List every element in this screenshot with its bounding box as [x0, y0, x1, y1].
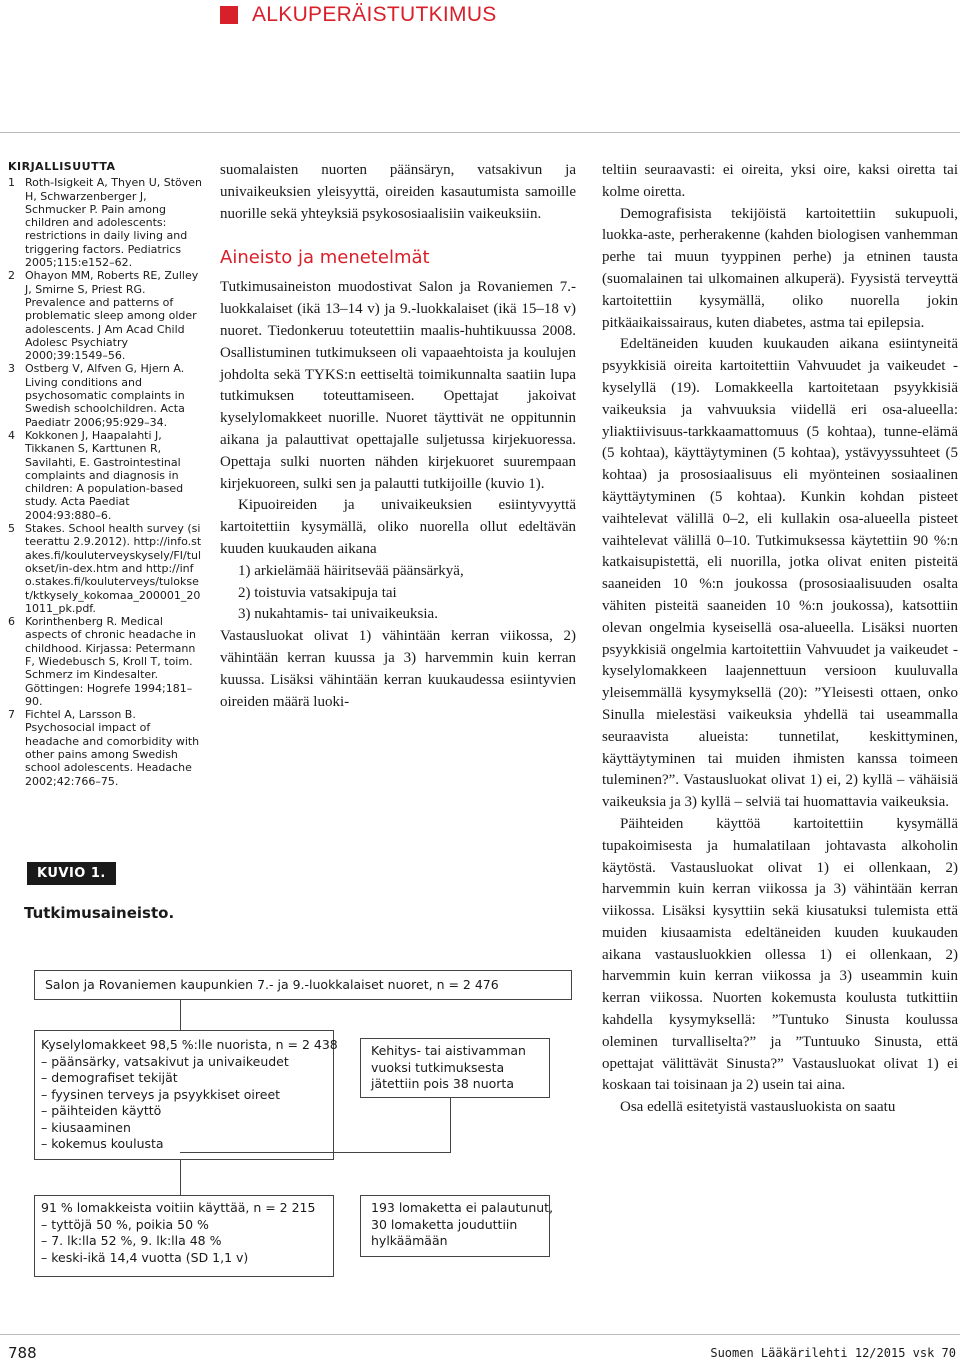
reference-item: 2 Ohayon MM, Roberts RE, Zulley J, Smirne S, Priest RG. Prevalence and patterns of problematic sleep among older adolescents. J Am Acad Child Adolesc Psychiatry 2000;39:1549–56.: [8, 269, 199, 363]
flowchart: [20, 920, 590, 1310]
top-divider: [0, 132, 960, 133]
paragraph: Edeltäneiden kuuden kuukauden aikana esiintyneitä psyykkisiä oireita kartoitettiin Vahvuudet ja vaikeudet -kyselyllä (19). Lomakkeella kartoitetaan psyykkisiä vaikeuksia ja vahvuuksia viidellä eri osa-alueella: yliaktiivisuus-tarkkaamattomuus (5 kohtaa), tunne-elämä (5 kohtaa), käyttäytyminen (5 kohtaa), ystävyyssuhteet (5 kohtaa) ja prososiaalisuus eli myönteinen sosiaalinen käyttäytyminen (5 kohtaa). Kunkin kohdan pisteet vaihtelevat välillä 0–2, eli kullakin osa-alueella pisteet vaihtelevat välillä 0–10. Tutkimuksessa käytettiin 90 %:n katkaisupistettä, eli nuorilla, jotka olivat eniten pisteitä saaneiden 10 %:n joukossa (prososiaalisuuden osalta vähiten pisteitä saaneiden 10 %:n joukossa), katsottiin olevan ongelmia kyseisellä osa-alueella. Lisäksi nuorten psyykkisiä ongelmia kartoitettiin Vahvuudet ja vaikeudet -kyselylomakkeen laajennettuun versioon kuuluvalla yleisemmällä kysymyksellä (20): ”Yleisesti ottaen, onko Sinulla mielestäsi vaikeuksia yhdellä tai useammalla seuraavista alueista: tunnetilat, keskittyminen, käyttäytyminen tai muiden ihmisten kanssa toimeen tuleminen?”. Vastausluokat olivat 1) ei, 2) kyllä – vähäisiä vaikeuksia ja 3) kyllä – selviä tai huomattavia vaikeuksia.: [602, 336, 958, 811]
reference-item: 7 Fichtel A, Larsson B. Psychosocial impact of headache and comorbidity with other pains among Swedish school adolescents. Headache 2002;42:766–75.: [8, 708, 200, 788]
paragraph: suomalaisten nuorten päänsäryn, vatsakivun ja univaikeuksien yleisyyttä, oireiden kasautumista samoille nuorille sekä yhteyksiä psykososiaalisiin vaikeuksiin.: [220, 162, 576, 222]
reference-item: 6 Korinthenberg R. Medical aspects of chronic headache in childhood. Kirjassa: Petermann F, Wiedebusch S, Kroll T, toim. Schmerz im Kindesalter. Göttingen: Hogrefe 1994;181–90.: [8, 615, 197, 708]
flow-node-usable: 91 % lomakkeista voitiin käyttää, n = 2 215 – tyttöjä 50 %, poikia 50 % – 7. lk:lla 52 %, 9. lk:lla 48 % – keski-ikä 14,4 vuotta (SD 1,1 v): [34, 1195, 334, 1277]
section-square-icon: [220, 6, 238, 24]
reference-item: 3 Ostberg V, Alfven G, Hjern A. Living conditions and psychosomatic complaints in Swedish schoolchildren. Acta Paediatr 2006;95:929–34.: [8, 362, 185, 429]
paragraph: Päihteiden käyttöä kartoitettiin kysymällä tupakoimisesta ja humalatilaan johtavasta alkoholin käytöstä. Vastausluokat olivat 1) ei ollenkaan, 2) harvemmin kuin kerran viikossa ja 3) vähintään kerran viikossa. Lisäksi kysyttiin sekä kiusatuksi tulemista että muiden kiusaamista edeltäneiden kuuden kuukauden aikana vastausluokkien ollessa 1) ei ollenkaan, 2) harvemmin kuin kerran viikossa ja 3) useammin kuin kerran viikossa. Nuorten kokemusta koulusta tutkittiin kahdella kysymyksellä: ”Tuntuko Sinusta koulussa oleminen turvalliselta?” ja ”Tuntuuko Sinusta, että opettajat välittävät Sinusta?” Vastausluokat olivat 1) ei koskaan tai toisinaan ja 2) usein tai aina.: [602, 815, 958, 1094]
paragraph: Vastausluokat olivat 1) vähintään kerran viikossa, 2) vähintään kerran kuussa ja 3) harvemmin kuin kerran kuussa. Lisäksi vähintään kerran kuukaudessa esiintyvien oireiden määrä luoki-: [220, 628, 576, 710]
section-heading: Aineisto ja menetelmät: [220, 247, 430, 269]
flow-connector: [180, 1160, 181, 1195]
figure-title: Tutkimusaineisto.: [24, 904, 175, 922]
paragraph: Demografisista tekijöistä kartoitettiin sukupuoli, luokka-aste, perherakenne (kahden biologisen vanhemman perhe tai muun tyyppinen perhe) ja etninen tausta (suomalainen tai ulkomainen alkuperä). Fyysistä terveyttä kartoitettiin kysymällä, oliko nuorella jokin pitkäaikaissairaus, kuten diabetes, astma tai epilepsia.: [602, 205, 958, 331]
journal-info: Suomen Lääkärilehti 12/2015 vsk 70: [710, 1346, 956, 1360]
paragraph: Kipuoireiden ja univaikeuksien esiintyvyyttä kartoitettiin kysymällä, oliko nuorella ollut edeltävän kuuden kuukauden aikana: [220, 497, 576, 557]
body-column-2: [220, 160, 576, 713]
flow-connector: [450, 1098, 451, 1152]
references-title: KIRJALLISUUTTA: [8, 160, 116, 173]
section-label: ALKUPERÄISTUTKIMUS: [252, 3, 497, 26]
figure-label: KUVIO 1.: [27, 862, 116, 885]
list-item: 2) toistuvia vatsakipuja tai: [238, 584, 397, 601]
flow-node-excluded: Kehitys- tai aistivamman vuoksi tutkimuksesta jätettiin pois 38 nuorta: [360, 1038, 550, 1098]
references: [8, 160, 203, 788]
flow-node-questionnaires: Kyselylomakkeet 98,5 %:lle nuorista, n = 2 438 – päänsärky, vatsakivut ja univaikeudet – demografiset tekijät – fyysinen terveys ja psyykkiset oireet – päihteiden käyttö – kiusaaminen – kokemus koulusta: [34, 1030, 334, 1160]
footer-divider: [0, 1334, 960, 1335]
reference-item: 1 Roth-Isigkeit A, Thyen U, Stöven H, Schwarzenberger J, Schmucker P. Pain among children and adolescents: restrictions in daily living and triggering factors. Pediatrics 2005;115:e152–62.: [8, 176, 203, 270]
paragraph: teltiin seuraavasti: ei oireita, yksi oire, kaksi oiretta tai kolme oiretta.: [602, 162, 958, 200]
flow-connector: [180, 1152, 451, 1153]
body-column-3: [602, 160, 958, 1119]
flow-node-population: Salon ja Rovaniemen kaupunkien 7.- ja 9.-luokkalaiset nuoret, n = 2 476: [34, 970, 572, 1000]
section-header: [220, 2, 497, 28]
list-item: 3) nukahtamis- tai univaikeuksia.: [238, 606, 438, 623]
reference-item: 5 Stakes. School health survey (siteerattu 2.9.2012). http://info.stakes.fi/kouluterveyskysely/FI/tulokset/in-dex.htm and http://info.stakes.fi/kouluterveys/tulokset/ktkysely_kokomaa_200001_201011_pk.pdf.: [8, 522, 202, 615]
paragraph: Osa edellä esitetyistä vastausluokista on saatu: [620, 1099, 896, 1116]
flow-node-rejected: 193 lomaketta ei palautunut, 30 lomaketta jouduttiin hylkäämään: [360, 1195, 550, 1257]
paragraph: Tutkimusaineiston muodostivat Salon ja Rovaniemen 7.-luokkalaiset (ikä 13–14 v) ja 9.-luokkalaiset (ikä 15–18 v) nuoret. Tiedonkeruu toteutettiin maalis-huhtikuussa 2008. Osallistuminen tutkimukseen oli vapaaehtoista ja koulujen johdolta sekä TYKS:n eettiseltä toimikunnalta saatiin lupa tutkimuksen toteuttamiseen. Opettajat jakoivat kyselylomakkeet nuorille. Nuoret täyttivät ne oppitunnin aikana ja palauttivat opettajalle suljetussa kirjekuoressa. Opettaja sulki nuorten nähden kirjekuoret suurempaan kirjekuoreen, sulki sen ja palautti tutkijoille (kuvio 1).: [220, 279, 576, 492]
list-item: 1) arkielämää häiritsevää päänsärkyä,: [238, 562, 464, 579]
reference-item: 4 Kokkonen J, Haapalahti J, Tikkanen S, Karttunen R, Savilahti, E. Gastrointestinal complaints and diagnosis in children: A population-based study. Acta Paediat 2004:93:880–6.: [8, 428, 184, 522]
page-number: 788: [8, 1344, 37, 1362]
